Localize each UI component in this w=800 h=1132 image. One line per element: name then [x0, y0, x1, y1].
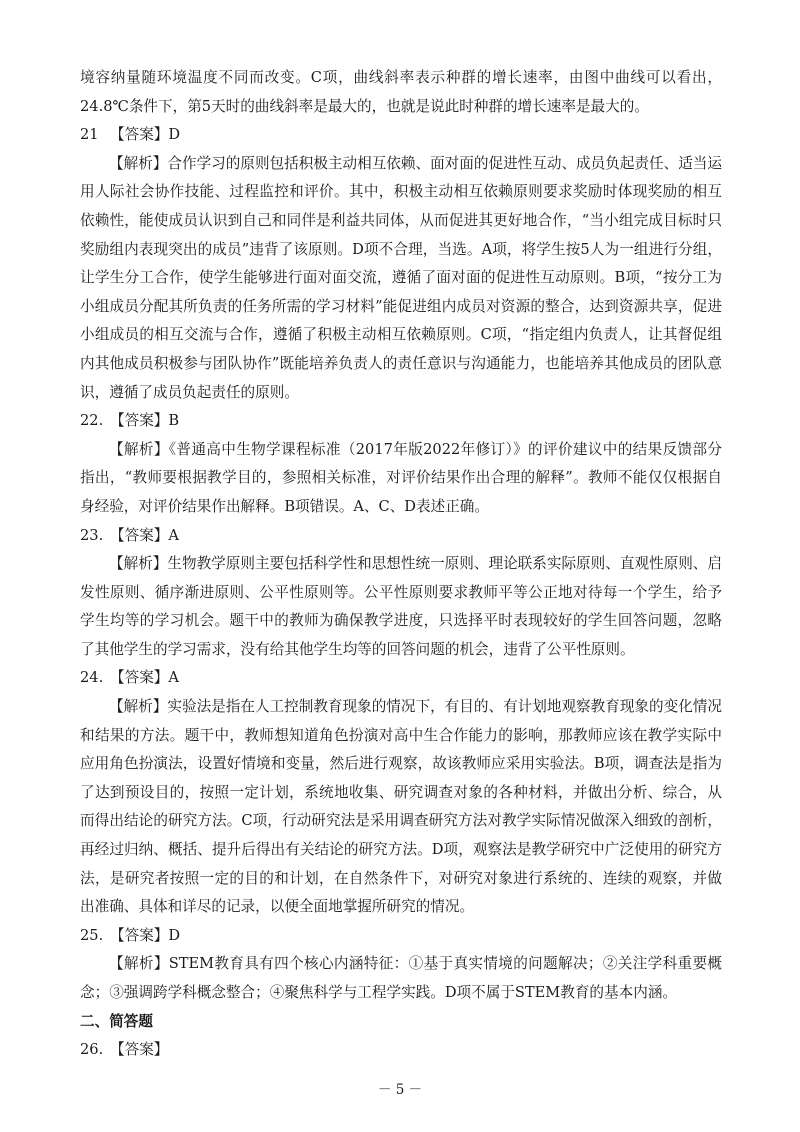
- analysis-paragraph: 【解析】实验法是指在人工控制教育现象的情况下，有目的、有计划地观察教育现象的变化情况和结果的方法。题干中，教师想知道角色扮演对高中生合作能力的影响，那教师应该在教学实际中应用角色扮演法，设置好情境和变量，然后进行观察，故该教师应采用实验法。B项，调查法是指为了达到预设目的，按照一定计划，系统地收集、研究调查对象的各种材料，并做出分析、综合，从而得出结论的研究方法。C项，行动研究法是采用调查研究方法对教学实际情况做深入细致的剖析，再经过归纳、概括、提升后得出有关结论的研究方法。D项，观察法是教学研究中广泛使用的研究方法，是研究者按照一定的目的和计划，在自然条件下，对研究对象进行系统的、连续的观察，并做出准确、具体和详尽的记录，以便全面地掌握所研究的情况。: [80, 698, 722, 916]
- answer-line: [80, 922, 722, 951]
- question-number: 24.: [80, 669, 104, 687]
- question-number: 23.: [80, 526, 104, 544]
- answer-line: [80, 121, 722, 150]
- answer-label: 【答案】B: [110, 412, 180, 430]
- answer-item-23: [80, 522, 722, 665]
- analysis-paragraph: 【解析】STEM教育具有四个核心内涵特征：①基于真实情境的问题解决；②关注学科重要概念；③强调跨学科概念整合；④聚焦科学与工程学实践。D项不属于STEM教育的基本内涵。: [80, 955, 722, 1001]
- page-content: [80, 64, 722, 1065]
- answer-label: 【答案】A: [110, 669, 179, 687]
- answer-line: [80, 522, 722, 551]
- answer-label: 【答案】D: [110, 126, 181, 144]
- answer-item-24: [80, 664, 722, 921]
- answer-item-25: [80, 922, 722, 1008]
- answer-line: [80, 664, 722, 693]
- answer-line: [80, 1036, 722, 1065]
- section-title: 二、简答题: [80, 1012, 153, 1030]
- question-number: 26.: [80, 1041, 104, 1059]
- answer-item-21: [80, 121, 722, 407]
- answer-label: 【答案】: [110, 1041, 169, 1059]
- analysis-paragraph: 【解析】合作学习的原则包括积极主动相互依赖、面对面的促进性互动、成员负起责任、适当运用人际社会协作技能、过程监控和评价。其中，积极主动相互依赖原则要求奖励时体现奖励的相互依赖性，能使成员认识到自己和同伴是利益共同体，从而促进其更好地合作，“当小组完成目标时只奖励组内表现突出的成员”违背了该原则。D项不合理，当选。A项，将学生按5人为一组进行分组，让学生分工合作，使学生能够进行面对面交流，遵循了面对面的促进性互动原则。B项，“按分工为小组成员分配其所负责的任务所需的学习材料”能促进组内成员对资源的整合，达到资源共享，促进小组成员的相互交流与合作，遵循了积极主动相互依赖原则。C项，“指定组内负责人，让其督促组内其他成员积极参与团队协作”既能培养负责人的责任意识与沟通能力，也能培养其他成员的团队意识，遵循了成员负起责任的原则。: [80, 154, 722, 401]
- answer-item-22: [80, 407, 722, 521]
- answer-label: 【答案】A: [110, 526, 179, 544]
- question-number: 21: [80, 126, 99, 144]
- question-number: 22.: [80, 412, 104, 430]
- question-number: 25.: [80, 926, 104, 944]
- page-number: － 5 －: [377, 1082, 423, 1098]
- answer-item-26: [80, 1036, 722, 1065]
- analysis-paragraph: 【解析】生物教学原则主要包括科学性和思想性统一原则、理论联系实际原则、直观性原则、启发性原则、循序渐进原则、公平性原则等。公平性原则要求教师平等公正地对待每一个学生，给予学生均等的学习机会。题干中的教师为确保教学进度，只选择平时表现较好的学生回答问题，忽略了其他学生的学习需求，没有给其他学生均等的回答问题的机会，违背了公平性原则。: [80, 555, 722, 658]
- answer-label: 【答案】D: [110, 926, 181, 944]
- answer-line: [80, 407, 722, 436]
- analysis-paragraph: 【解析】《普通高中生物学课程标准（2017年版2022年修订）》的评价建议中的结果反馈部分指出，“教师要根据教学目的，参照相关标准，对评价结果作出合理的解释”。教师不能仅仅根据自身经验，对评价结果作出解释。B项错误。A、C、D表述正确。: [80, 440, 722, 515]
- intro-paragraph: 境容纳量随环境温度不同而改变。C项，曲线斜率表示种群的增长速率，由图中曲线可以看出，24.8℃条件下，第5天时的曲线斜率是最大的，也就是说此时种群的增长速率是最大的。: [80, 69, 722, 115]
